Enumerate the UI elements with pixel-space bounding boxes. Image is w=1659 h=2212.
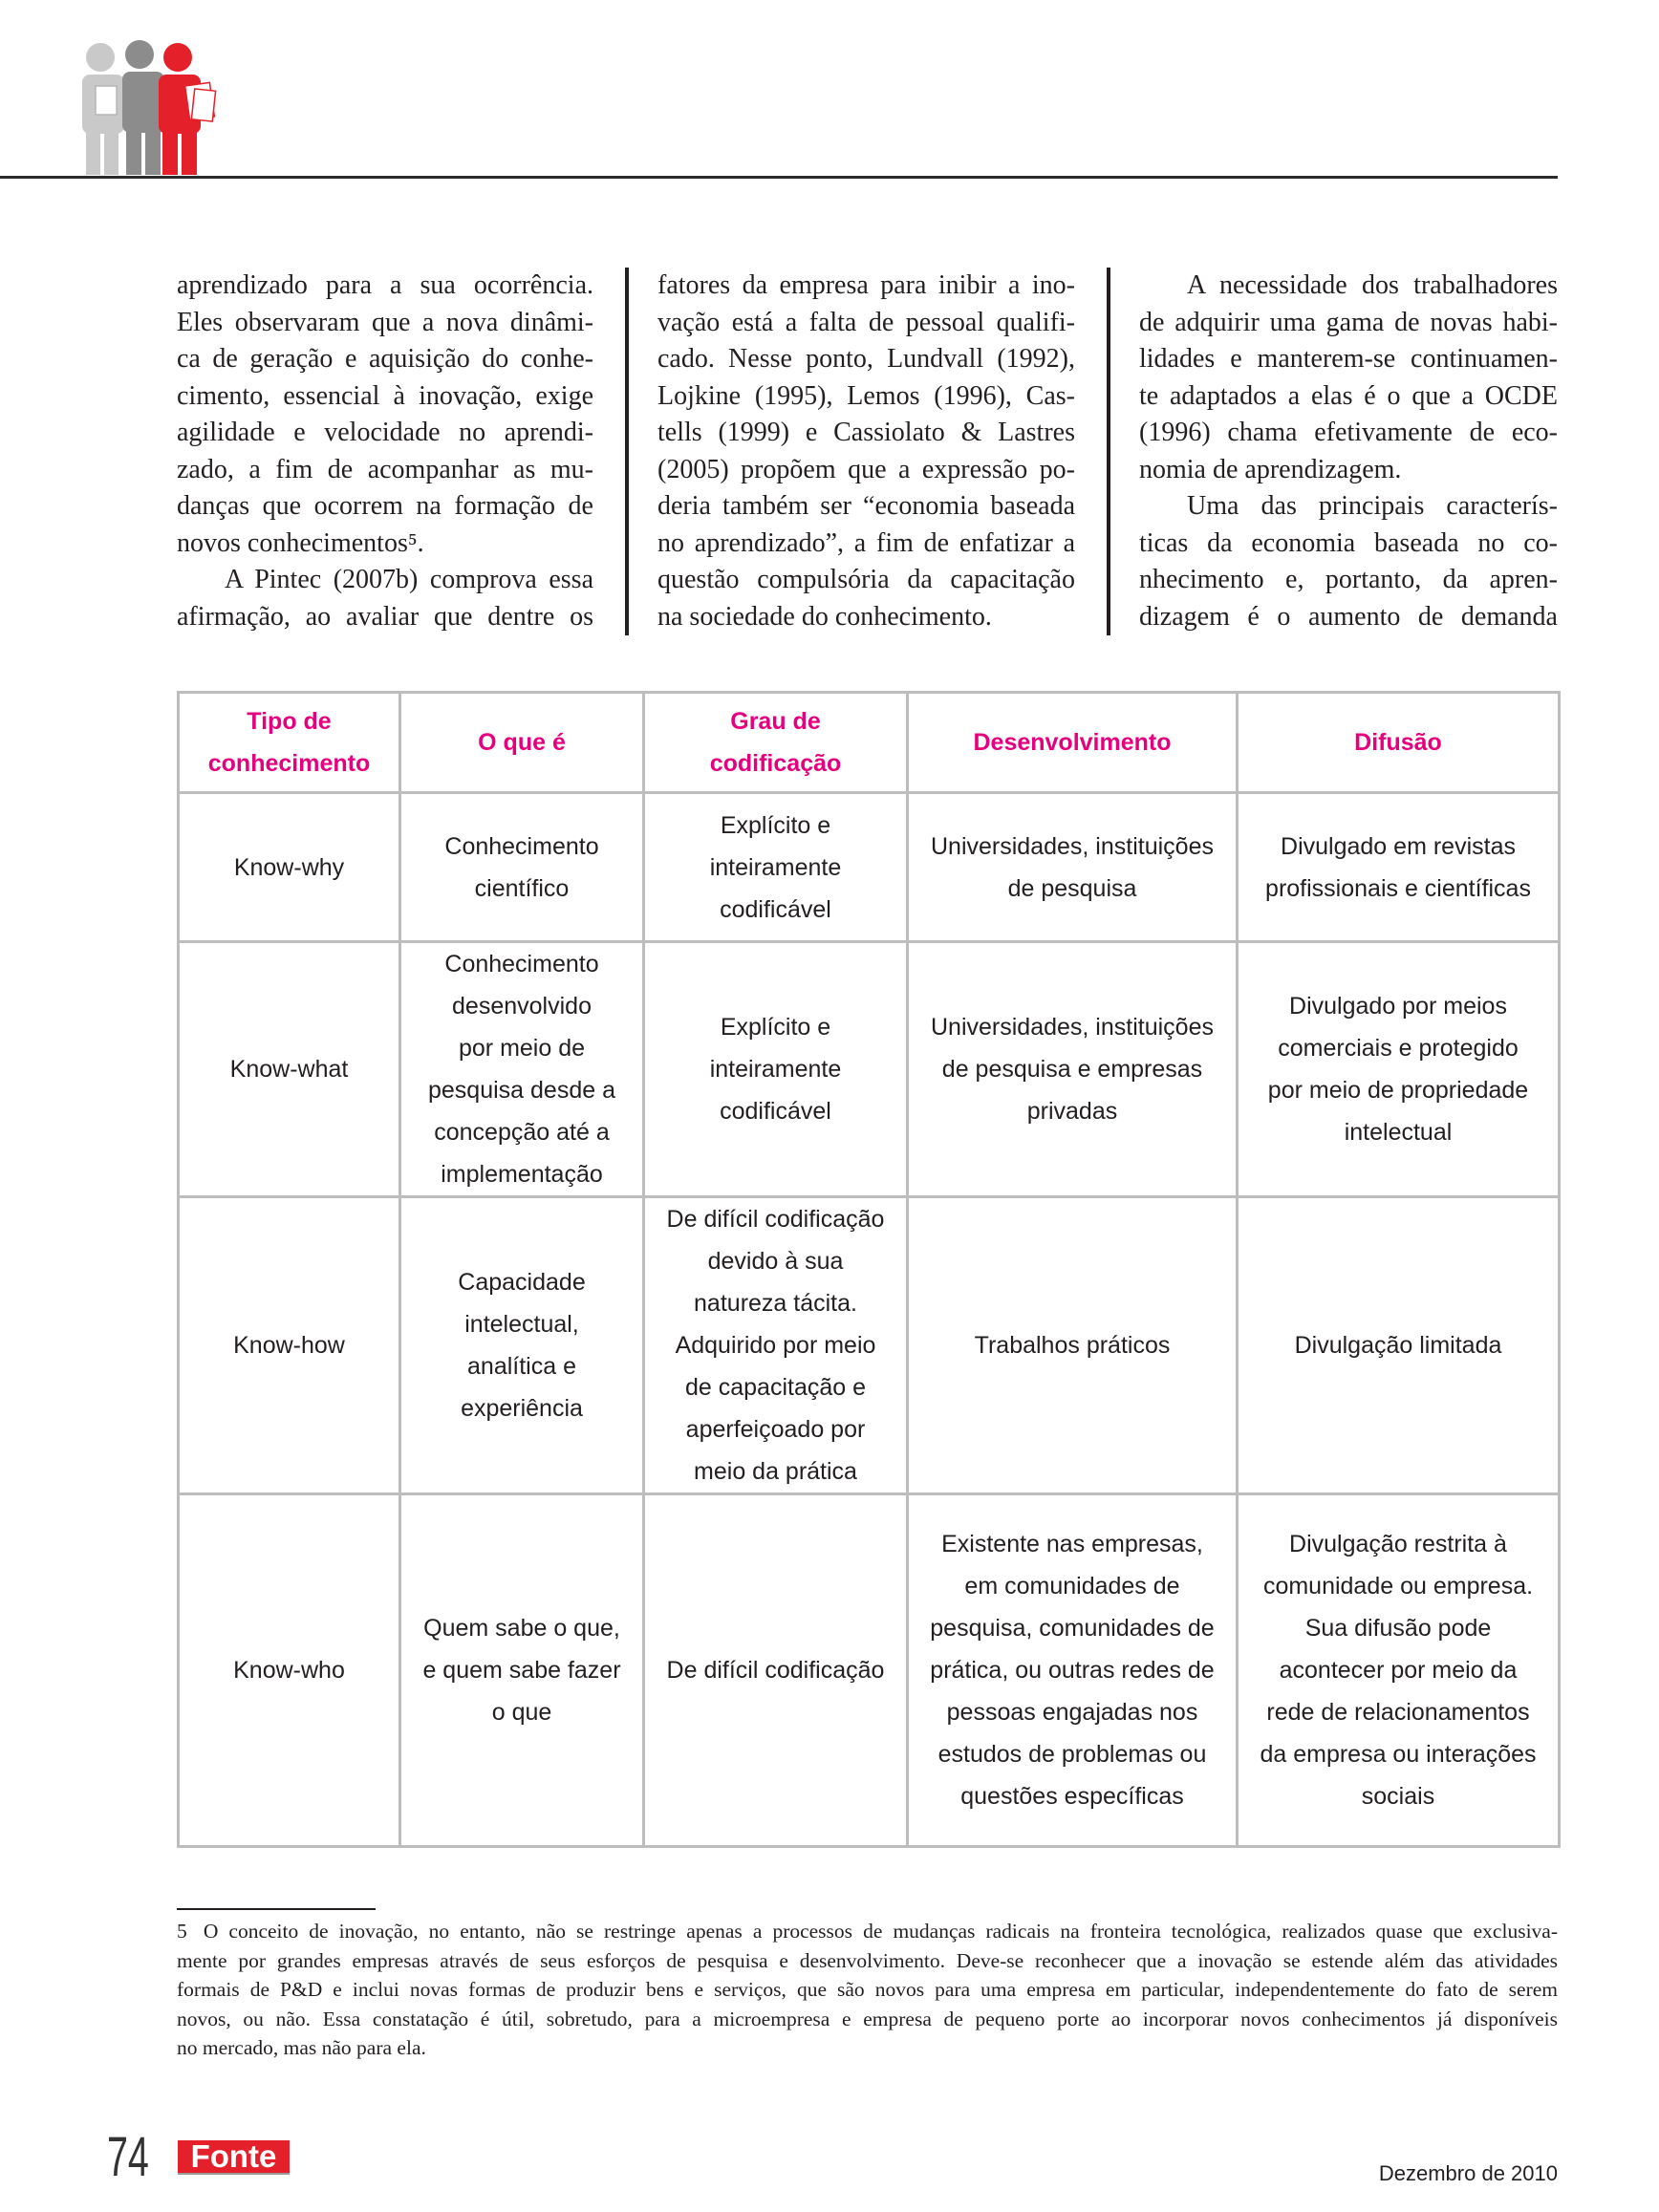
footnote-marker: 5: [177, 1920, 187, 1943]
table-header-cell: O que é: [400, 693, 644, 793]
footnote-text: O conceito de inovação, no entanto, não se restringe apenas a processos de mudanças radicais na fronteira tecnológica, realizados quase que exclusiva-: [203, 1920, 1558, 1943]
table-row: [179, 1197, 1560, 1494]
table-cell: Divulgação limitada: [1238, 1197, 1560, 1494]
text-line: A Pintec (2007b) comprova essa: [225, 565, 593, 594]
table-cell: Capacidade intelectual, analítica e experiência: [400, 1197, 644, 1494]
text-line: A necessidade dos trabalhadores: [1187, 270, 1558, 300]
table-header-cell: Tipo de conhecimento: [179, 693, 400, 793]
text-line: questão compulsória da capacitação: [657, 565, 1075, 594]
text-line: ticas da economia baseada no co-: [1139, 527, 1558, 558]
issue-date: Dezembro de 2010: [1378, 2161, 1558, 2185]
text-line: nomia de aprendizagem.: [1139, 454, 1402, 484]
table-cell: Quem sabe o que, e quem sabe fazer o que: [400, 1494, 644, 1847]
table-cell: Explícito e inteiramente codificável: [644, 942, 908, 1197]
text-line: vação está a falta de pessoal qualifi-: [657, 307, 1075, 337]
header-rule: [0, 176, 1558, 179]
text-line: Lojkine (1995), Lemos (1996), Cas-: [657, 380, 1075, 411]
text-line: cado. Nesse ponto, Lundvall (1992),: [657, 344, 1075, 374]
text-line: Uma das principais caracterís-: [1187, 491, 1558, 521]
footnote-line: formais de P&D e inclui novas formas de produzir bens e serviços, que são novos para uma empresa em particular, independentemente do fato de serem: [177, 1978, 1558, 2001]
text-line: fatores da empresa para inibir a ino-: [657, 270, 1075, 300]
text-line: tells (1999) e Cassiolato & Lastres: [657, 418, 1075, 447]
table-cell: De difícil codificação: [644, 1494, 908, 1847]
table-row: [179, 1494, 1560, 1847]
table-cell: Universidades, instituições de pesquisa e empresas privadas: [908, 942, 1238, 1197]
text-line: dizagem é o aumento de demanda: [1139, 601, 1558, 632]
knowledge-types-table: [177, 691, 1561, 1848]
table-cell: Know-who: [179, 1494, 400, 1847]
table-cell: Conhecimento científico: [400, 793, 644, 942]
text-line: afirmação, ao avaliar que dentre os: [177, 601, 593, 632]
text-line: na sociedade do conhecimento.: [657, 601, 992, 632]
text-line: te adaptados a elas é o que a OCDE: [1139, 380, 1558, 411]
table-header-cell: Grau de codificação: [644, 693, 908, 793]
table-header-row: [179, 693, 1560, 793]
table-row: [179, 942, 1560, 1197]
text-column-2: [657, 268, 1075, 635]
text-line: deria também ser “economia baseada: [657, 491, 1075, 521]
text-column-1: [177, 268, 593, 635]
table-cell: Existente nas empresas, em comunidades de pesquisa, comunidades de prática, ou outras redes de pessoas engajadas nos estudos de problemas ou questões específicas: [908, 1494, 1238, 1847]
text-line: aprendizado para a sua ocorrência.: [177, 270, 593, 300]
table-cell: Divulgação restrita à comunidade ou empresa. Sua difusão pode acontecer por meio da rede de relacionamentos da empresa ou interações sociais: [1238, 1494, 1560, 1847]
text-line: de adquirir uma gama de novas habi-: [1139, 307, 1558, 337]
text-line: ca de geração e aquisição do conhe-: [177, 344, 593, 374]
table-cell: Know-why: [179, 793, 400, 942]
table-cell: Know-what: [179, 942, 400, 1197]
column-divider: [1107, 268, 1110, 635]
text-line: zado, a fim de acompanhar as mu-: [177, 454, 593, 484]
text-line: novos conhecimentos⁵.: [177, 527, 424, 558]
table-header-cell: Difusão: [1238, 693, 1560, 793]
table-cell: Universidades, instituições de pesquisa: [908, 793, 1238, 942]
footnote-line: [177, 1917, 1558, 1946]
table-cell: Explícito e inteiramente codificável: [644, 793, 908, 942]
text-line: (2005) propõem que a expressão po-: [657, 454, 1075, 484]
table-header-cell: Desenvolvimento: [908, 693, 1238, 793]
table-cell: Divulgado por meios comerciais e protegido por meio de propriedade intelectual: [1238, 942, 1560, 1197]
text-line: (1996) chama efetivamente de eco-: [1139, 418, 1558, 447]
text-line: no aprendizado”, a fim de enfatizar a: [657, 527, 1075, 558]
text-line: danças que ocorrem na formação de: [177, 491, 593, 521]
table-cell: De difícil codificação devido à sua natureza tácita. Adquirido por meio de capacitação e aperfeiçoado por meio da prática: [644, 1197, 908, 1494]
text-line: lidades e manterem-se continuamen-: [1139, 344, 1558, 374]
footnote-line: no mercado, mas não para ela.: [177, 2036, 426, 2059]
page-number: 74: [107, 2126, 149, 2188]
footnote: [177, 1917, 1558, 2063]
text-column-3: [1139, 268, 1558, 635]
footnote-rule: [177, 1908, 376, 1910]
column-divider: [625, 268, 629, 635]
footnote-line: novos, ou não. Essa constatação é útil, sobretudo, para a microempresa e empresa de pequeno porte ao incorporar novos conhecimentos já disponíveis: [177, 2007, 1558, 2030]
table-cell: Know-how: [179, 1197, 400, 1494]
people-group-logo: [75, 38, 227, 178]
text-line: agilidade e velocidade no aprendi-: [177, 418, 593, 447]
footnote-line: mente por grandes empresas através de seus esforços de pesquisa e desenvolvimento. Deve-se reconhecer que a inovação se estende além das atividades: [177, 1948, 1558, 1972]
text-line: nhecimento e, portanto, da apren-: [1139, 565, 1558, 594]
table-cell: Divulgado em revistas profissionais e científicas: [1238, 793, 1560, 942]
table-cell: Conhecimento desenvolvido por meio de pesquisa desde a concepção até a implementação: [400, 942, 644, 1197]
brand-logo: Fonte: [178, 2140, 290, 2173]
logo-figure-dark: [122, 40, 164, 175]
table-row: [179, 793, 1560, 942]
table-cell: Trabalhos práticos: [908, 1197, 1238, 1494]
text-line: Eles observaram que a nova dinâmi-: [177, 307, 593, 337]
text-line: cimento, essencial à inovação, exige: [177, 380, 593, 411]
